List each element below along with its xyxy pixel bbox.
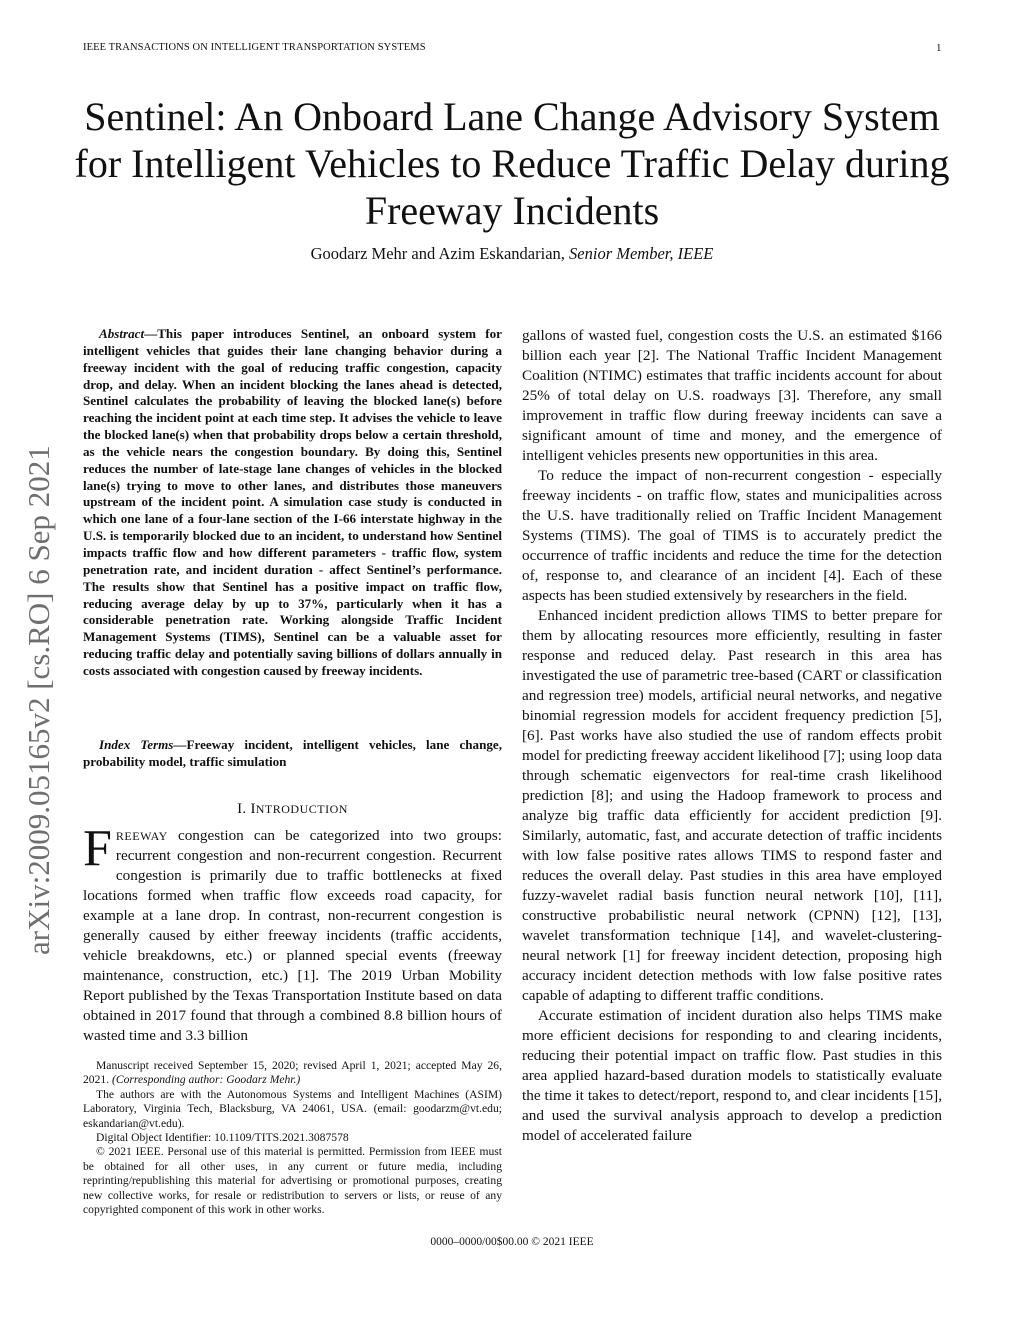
section-name: NTRODUCTION xyxy=(255,802,348,816)
page-footer: 0000–0000/00$00.00 © 2021 IEEE xyxy=(430,1236,594,1248)
paper-title: Sentinel: An Onboard Lane Change Advisory System for Intelligent Vehicles to Reduce Traffic Delay during Freeway Incidents xyxy=(74,94,950,233)
paragraph: To reduce the impact of non-recurrent congestion - especially freeway incidents - on traffic flow, states and municipalities across the U.S. have traditionally relied on Traffic Incident Management Systems (TIMS). The goal of TIMS is to accurately predict the occurrence of traffic incidents and reduce the time for the detection of, response to, and clearance of an incident [4]. Each of these aspects has been studied extensively by researchers in the field. xyxy=(522,467,942,604)
index-terms xyxy=(83,737,502,771)
arxiv-stamp: arXiv:2009.05165v2 [cs.RO] 6 Sep 2021 xyxy=(21,445,56,955)
section-heading xyxy=(83,801,502,818)
footnotes xyxy=(83,1059,502,1217)
abstract-label: Abstract xyxy=(99,326,145,341)
section-numeral: I. I xyxy=(237,801,256,817)
drop-cap: F xyxy=(83,820,112,877)
author-membership: Senior Member, IEEE xyxy=(569,244,714,263)
footnote-doi: Digital Object Identifier: 10.1109/TITS.2021.3087578 xyxy=(96,1131,349,1145)
author-names: Goodarz Mehr and Azim Eskandarian, xyxy=(310,244,565,263)
paragraph: gallons of wasted fuel, congestion costs the U.S. an estimated $166 billion each year [2]. The National Traffic Incident Management Coalition (NTIMC) estimates that traffic incidents account for about 25% of total delay on U.S. roadways [3]. Therefore, any small improvement in traffic flow during freeway incidents can save a significant amount of time and money, and the emergence of intelligent vehicles presents new opportunities in this area. xyxy=(522,327,942,464)
footnote-copyright: © 2021 IEEE. Personal use of this material is permitted. Permission from IEEE must be obtained for all other uses, in any current or future media, including reprinting/republishing this material for advertising or promotional purposes, creating new collective works, for resale or redistribution to servers or lists, or reuse of any copyrighted component of this work in other works. xyxy=(83,1145,502,1217)
footnote-affiliation: The authors are with the Autonomous Systems and Intelligent Machines (ASIM) Laboratory, Virginia Tech, Blacksburg, VA 24061, USA. (email: goodarzm@vt.edu; eskandarian@vt.edu). xyxy=(83,1087,502,1130)
intro-first-word: REEWAY xyxy=(115,829,168,843)
abstract-text: —This paper introduces Sentinel, an onboard system for intelligent vehicles that guides their lane changing behavior during a freeway incident with the goal of reducing traffic congestion, capacity drop, and delay. When an incident blocking the lanes ahead is detected, Sentinel calculates the probability of leaving the blocked lane(s) before reaching the incident point at each time step. It advises the vehicle to leave the blocked lane(s) when that probability drops below a certain threshold, as the vehicle nears the congestion boundary. By doing this, Sentinel reduces the number of late-stage lane changes of vehicles in the blocked lane(s) trying to move to other lanes, and distributes those maneuvers upstream of the incident point. A simulation case study is conducted in which one lane of a four-lane section of the I-66 interstate highway in the U.S. is temporarily blocked due to an incident, to understand how Sentinel impacts traffic flow and how different parameters - traffic flow, system penetration rate, and incident duration - affect Sentinel’s performance. The results show that Sentinel has a positive impact on traffic flow, reducing average delay by up to 37%, particularly when it has a considerable penetration rate. Working alongside Traffic Incident Management Systems (TIMS), Sentinel can be a valuable asset for reducing traffic delay and potentially saving billions of dollars annually in costs associated with congestion caused by freeway incidents. xyxy=(83,326,502,678)
corresponding-author: (Corresponding author: Goodarz Mehr.) xyxy=(112,1073,301,1087)
intro-paragraph xyxy=(83,820,502,1046)
right-column xyxy=(522,326,942,1146)
index-terms-text: —Freeway incident, intelligent vehicles, lane change, probability model, traffic simulation xyxy=(83,737,502,769)
paragraph: Accurate estimation of incident duration also helps TIMS make more efficient decisions for responding to and clearing incidents, reducing their potential impact on traffic flow. Past studies in this area applied hazard-based duration models to statistically evaluate the time it takes to detect/report, respond to, and clear incidents [15], and used the survival analysis approach to develop a prediction model of accelerated failure xyxy=(522,1007,942,1144)
intro-text: congestion can be categorized into two groups: recurrent congestion and non-recurrent congestion. Recurrent congestion is primarily due to traffic bottlenecks at fixed locations formed when traffic flow exceeds road capacity, for example at a lane drop. In contrast, non-recurrent congestion is generally caused by either freeway incidents (traffic accidents, vehicle breakdowns, etc.) or planned special events (freeway maintenance, construction, etc.) [1]. The 2019 Urban Mobility Report published by the Texas Transportation Institute based on data obtained in 2017 found that through a combined 8.8 billion hours of wasted time and 3.3 billion xyxy=(83,827,502,1044)
paragraph: Enhanced incident prediction allows TIMS to better prepare for them by allocating resources more efficiently, resulting in faster response and reduced delay. Past research in this area has investigated the use of parametric tree-based (CART or classification and regression tree) models, artificial neural networks, and negative binomial regression models for accident frequency prediction [5], [6]. Past works have also studied the use of random effects probit model for predicting freeway accident likelihood [7]; using loop data through schematic eigenvectors for real-time crash likelihood prediction [8]; and using the Hadoop framework to process and analyze big traffic data efficiently for accident prediction [9]. Similarly, automatic, fast, and accurate detection of traffic incidents with low false positive rates allows TIMS to respond faster and reduces the overall delay. Past studies in this area have employed fuzzy-wavelet radial basis function neural network [10], [11], constructive probabilistic neural network (CPNN) [12], [13], wavelet transformation technique [14], and wavelet-clustering-neural network [1] for freeway incident detection, proposing high accuracy incident detection methods with low false positive rates capable of adapting to different traffic conditions. xyxy=(522,607,942,1004)
journal-header: IEEE TRANSACTIONS ON INTELLIGENT TRANSPORTATION SYSTEMS xyxy=(83,42,426,53)
abstract xyxy=(83,326,502,680)
page-number: 1 xyxy=(936,42,942,54)
author-line xyxy=(60,244,964,264)
footnote-received: Manuscript received September 15, 2020; revised April 1, 2021; accepted May 26, 2021. (Corresponding author: Goodarz Mehr.) xyxy=(83,1059,502,1087)
index-terms-label: Index Terms xyxy=(99,737,174,752)
